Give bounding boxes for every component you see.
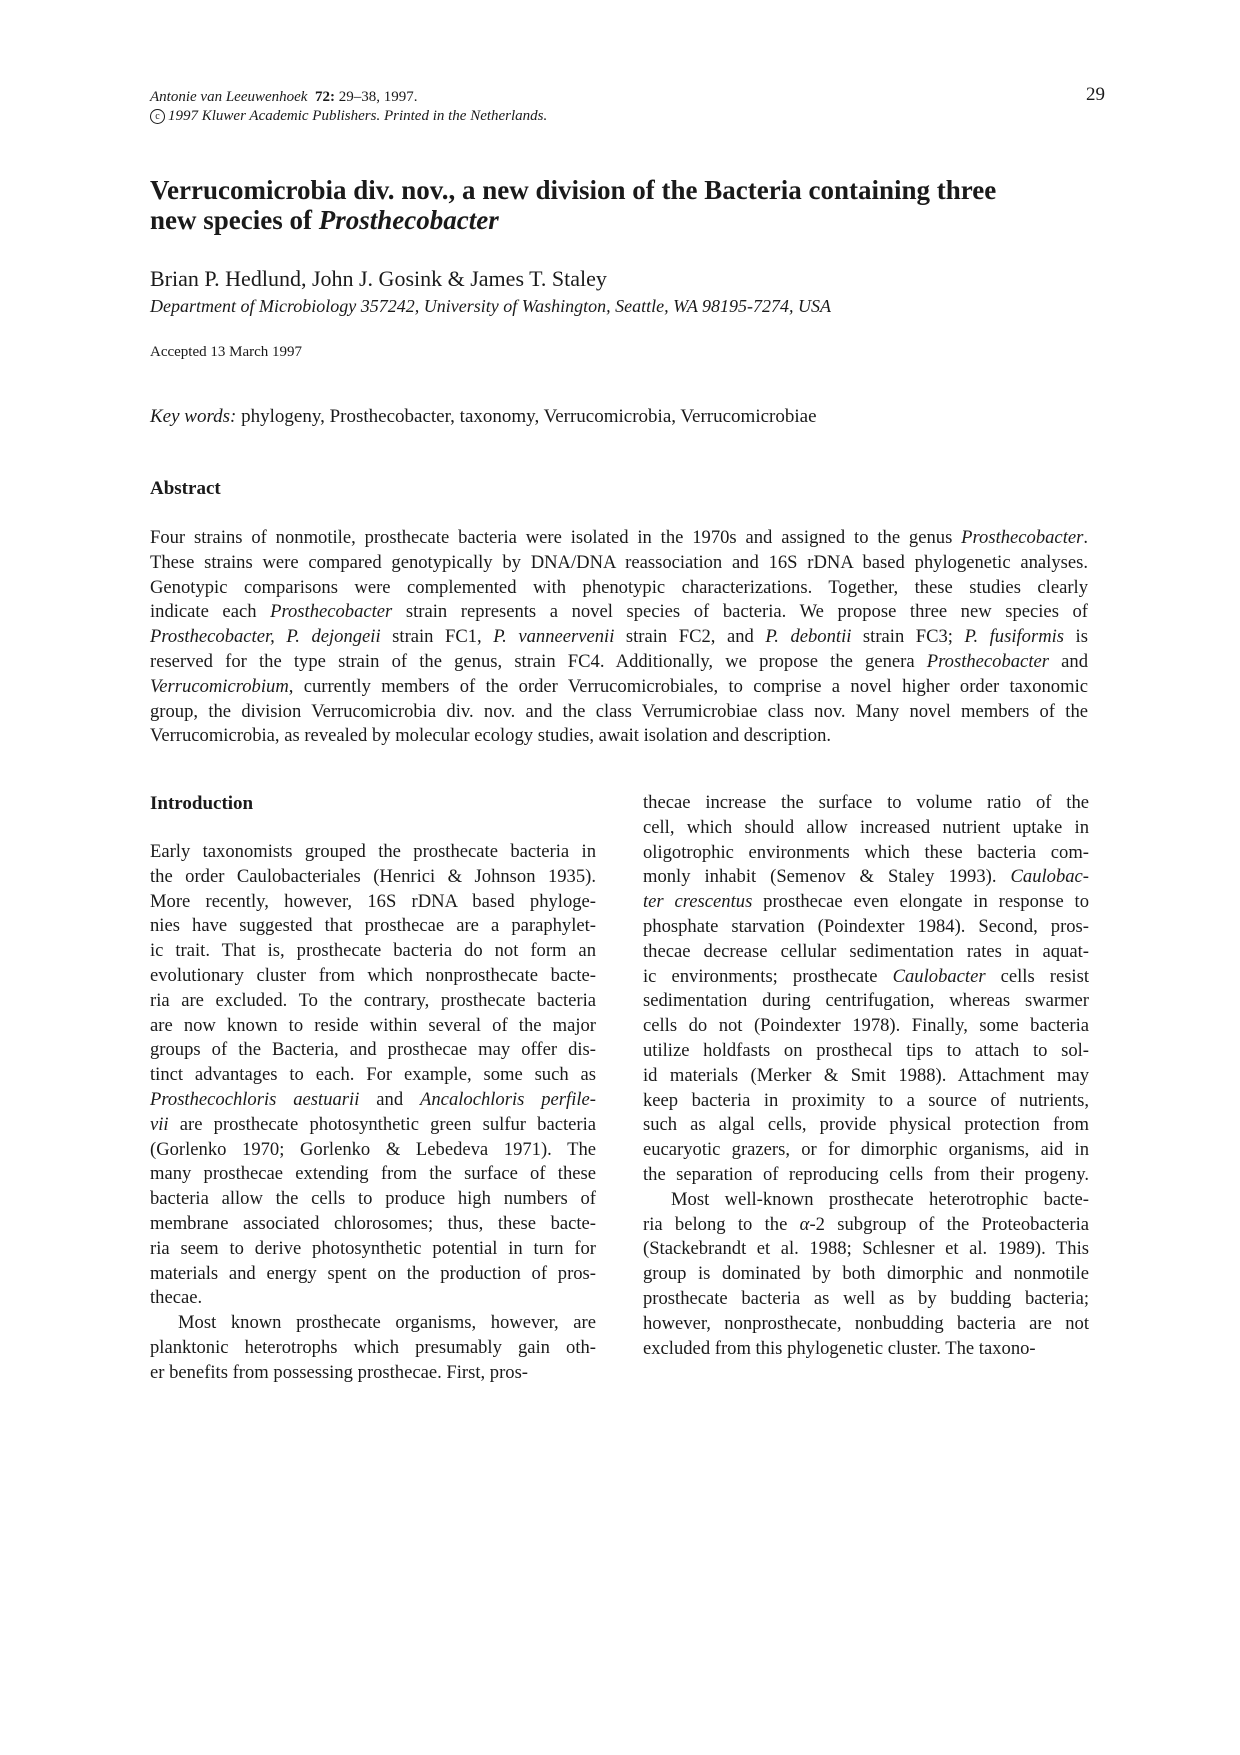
intro-right-line: utilize holdfasts on prosthecal tips to attach to sol- — [643, 1039, 1089, 1061]
intro-left-line: er benefits from possessing prosthecae. First, pros- — [150, 1361, 528, 1383]
title-genus: Prosthecobacter — [318, 205, 499, 235]
intro-left-line: planktonic heterotrophs which presumably gain oth- — [150, 1336, 596, 1358]
intro-left-line: the order Caulobacteriales (Henrici & Johnson 1935). — [150, 865, 596, 887]
abstract-line: Genotypic comparisons were complemented with phenotypic characterizations. Together, these studies clearly — [150, 576, 1088, 598]
volume: 72: — [314, 89, 335, 105]
intro-left-line: evolutionary cluster from which nonprosthecate bacte- — [150, 964, 596, 986]
intro-right-line: phosphate starvation (Poindexter 1984). Second, pros- — [643, 915, 1089, 937]
introduction-left-column — [150, 840, 596, 1386]
intro-left-line: groups of the Bacteria, and prosthecae may offer dis- — [150, 1039, 596, 1061]
copyright-line — [150, 107, 750, 126]
abstract-line: Four strains of nonmotile, prosthecate bacteria were isolated in the 1970s and assigned to the genus Prosthecobacter. — [150, 527, 1088, 548]
intro-left-line: Most known prosthecate organisms, however, are — [178, 1312, 596, 1334]
intro-right-line: cell, which should allow increased nutrient uptake in — [643, 816, 1089, 838]
intro-right-line: thecae increase the surface to volume ratio of the — [643, 792, 1089, 813]
intro-right-line: cells do not (Poindexter 1978). Finally, some bacteria — [643, 1015, 1089, 1037]
intro-right-line: oligotrophic environments which these bacteria com- — [643, 841, 1089, 863]
intro-left-line: ic trait. That is, prosthecate bacteria do not form an — [150, 940, 596, 962]
abstract-line: group, the division Verrucomicrobia div. nov. and the class Verrumicrobiae class nov. Many novel members of the — [150, 700, 1088, 722]
abstract-line: reserved for the type strain of the genus, strain FC4. Additionally, we propose the genera Prosthecobacter and — [150, 650, 1088, 672]
intro-right-line: ter crescentus prosthecae even elongate in response to — [643, 891, 1090, 913]
intro-left-line: are now known to reside within several of the major — [150, 1014, 596, 1036]
intro-right-line: (Stackebrandt et al. 1988; Schlesner et al. 1989). This — [643, 1238, 1089, 1260]
keywords — [150, 406, 817, 428]
journal-name: Antonie van Leeuwenhoek — [150, 89, 308, 105]
intro-right-line: Most well-known prosthecate heterotrophic bacte- — [671, 1188, 1089, 1210]
intro-left-line: ria are excluded. To the contrary, prosthecate bacteria — [150, 989, 596, 1011]
intro-right-line: however, nonprosthecate, nonbudding bacteria are not — [643, 1312, 1089, 1334]
title-plain: new species of — [150, 205, 319, 235]
copyright-symbol: c — [150, 109, 165, 124]
abstract-line: indicate each Prosthecobacter strain represents a novel species of bacteria. We propose three new species of — [150, 601, 1088, 623]
intro-right-line: keep bacteria in proximity to a source of nutrients, — [643, 1089, 1089, 1111]
title-line-1: Verrucomicrobia div. nov., a new division of the Bacteria containing three — [150, 175, 997, 205]
abstract-body — [150, 526, 1088, 749]
intro-left-line: (Gorlenko 1970; Gorlenko & Lebedeva 1971). The — [150, 1138, 596, 1160]
intro-left-line: many prosthecae extending from the surface of these — [150, 1163, 596, 1185]
intro-right-line: monly inhabit (Semenov & Staley 1993). Caulobac- — [643, 866, 1089, 888]
running-header — [150, 88, 750, 126]
intro-right-line: prosthecate bacteria as well as by budding bacteria; — [643, 1287, 1089, 1309]
copyright-text: 1997 Kluwer Academic Publishers. Printed in the Netherlands. — [168, 108, 548, 124]
intro-right-line: such as algal cells, provide physical protection from — [643, 1114, 1089, 1136]
abstract-line: Verrucomicrobium, currently members of the order Verrucomicrobiales, to comprise a novel higher order taxonomic — [150, 675, 1088, 697]
intro-right-line: group is dominated by both dimorphic and nonmotile — [643, 1263, 1089, 1285]
intro-right-line: id materials (Merker & Smit 1988). Attachment may — [643, 1064, 1089, 1086]
title-line-2 — [150, 205, 1090, 235]
intro-left-line: Early taxonomists grouped the prosthecate bacteria in — [150, 841, 596, 862]
authors: Brian P. Hedlund, John J. Gosink & James T. Staley — [150, 266, 607, 291]
intro-right-line: excluded from this phylogenetic cluster. The taxono- — [643, 1337, 1036, 1359]
intro-right-line: eucaryotic grazers, or for dimorphic organisms, aid in — [643, 1139, 1089, 1161]
intro-left-line: membrane associated chlorosomes; thus, these bacte- — [150, 1212, 596, 1234]
intro-left-line: Prosthecochloris aestuarii and Ancalochloris perfile- — [150, 1088, 596, 1110]
intro-left-line: nies have suggested that prosthecae are a paraphylet- — [150, 915, 596, 937]
intro-left-line: More recently, however, 16S rDNA based phyloge- — [150, 890, 596, 912]
introduction-heading: Introduction — [150, 793, 254, 814]
keywords-label: Key words: — [150, 406, 237, 427]
affiliation: Department of Microbiology 357242, University of Washington, Seattle, WA 98195-7274, USA — [150, 296, 832, 316]
intro-left-line: ria seem to derive photosynthetic potential in turn for — [150, 1237, 596, 1259]
intro-right-line: sedimentation during centrifugation, whereas swarmer — [643, 990, 1089, 1012]
intro-left-line: tinct advantages to each. For example, some such as — [150, 1064, 596, 1086]
intro-left-line: vii are prosthecate photosynthetic green sulfur bacteria — [150, 1113, 596, 1135]
introduction-right-column — [643, 791, 1089, 1361]
intro-right-line: ria belong to the α-2 subgroup of the Proteobacteria — [643, 1213, 1089, 1235]
pages-year: 29–38, 1997. — [338, 89, 418, 105]
abstract-heading: Abstract — [150, 478, 221, 499]
citation-line — [150, 88, 750, 107]
intro-right-line: ic environments; prosthecate Caulobacter cells resist — [643, 965, 1089, 987]
intro-left-line: thecae. — [150, 1287, 203, 1309]
keywords-text: phylogeny, Prosthecobacter, taxonomy, Verrucomicrobia, Verrucomicrobiae — [236, 406, 817, 427]
paper-title — [150, 175, 1090, 235]
abstract-line: These strains were compared genotypically by DNA/DNA reassociation and 16S rDNA based phylogenetic analyses. — [150, 551, 1088, 573]
accepted-date: Accepted 13 March 1997 — [150, 344, 303, 360]
intro-left-line: materials and energy spent on the production of pros- — [150, 1262, 596, 1284]
abstract-line: Verrucomicrobia, as revealed by molecular ecology studies, await isolation and description. — [150, 725, 832, 747]
page-number: 29 — [1086, 84, 1105, 105]
abstract-line: Prosthecobacter, P. dejongeii strain FC1, P. vanneervenii strain FC2, and P. debontii strain FC3; P. fusiformis is — [150, 626, 1088, 648]
intro-right-line: thecae decrease cellular sedimentation rates in aquat- — [643, 940, 1089, 962]
intro-left-line: bacteria allow the cells to produce high numbers of — [150, 1188, 596, 1210]
intro-right-line: the separation of reproducing cells from their progeny. — [643, 1163, 1089, 1185]
